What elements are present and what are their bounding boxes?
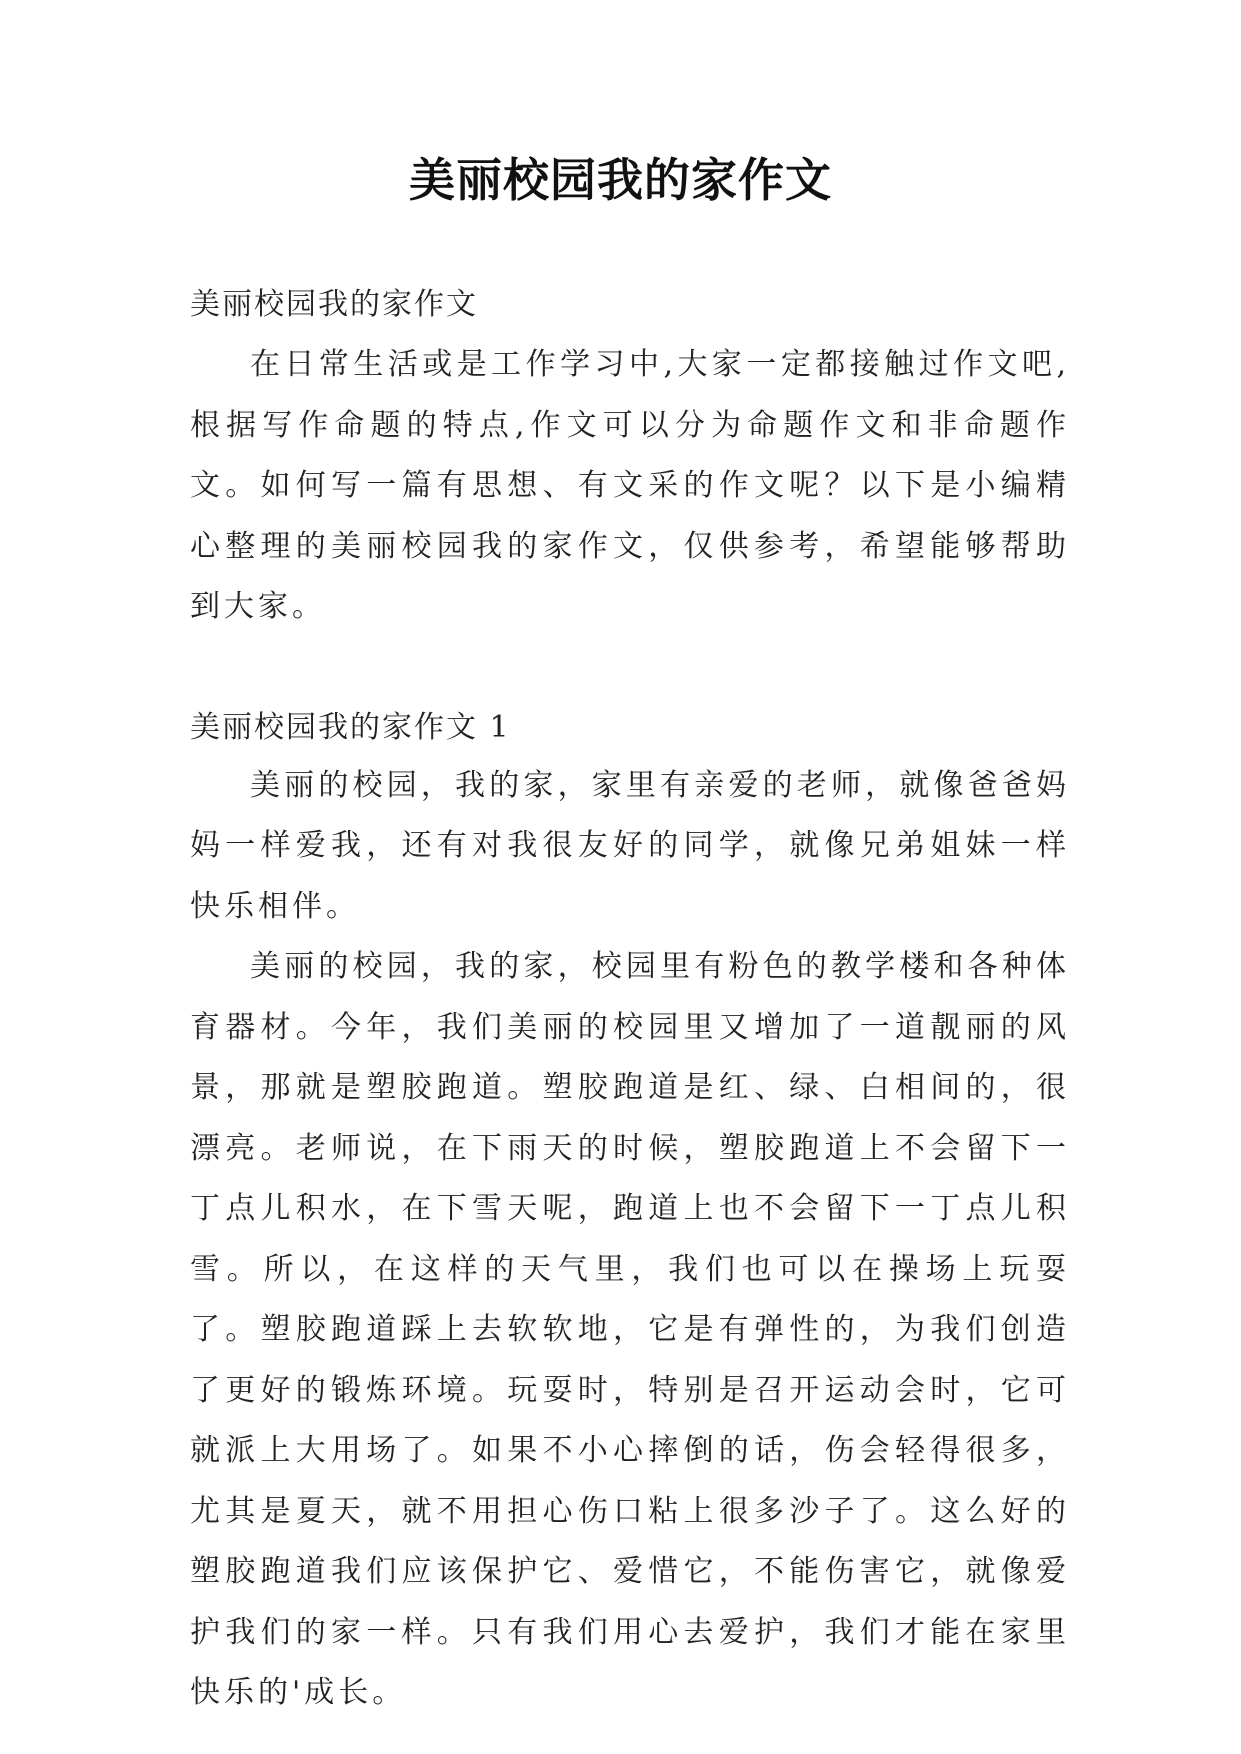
intro-paragraph: 在日常生活或是工作学习中,大家一定都接触过作文吧,根据写作命题的特点,作文可以分为命题作文和非命题作文。如何写一篇有思想、有文采的作文呢？以下是小编精心整理的美丽校园我的家作文，仅供参考，希望能够帮助到大家。 bbox=[190, 347, 1070, 624]
section-paragraph-2: 美丽的校园，我的家，校园里有粉色的教学楼和各种体育器材。今年，我们美丽的校园里又增加了一道靓丽的风景，那就是塑胶跑道。塑胶跑道是红、绿、白相间的，很漂亮。老师说，在下雨天的时候，塑胶跑道上不会留下一丁点儿积水，在下雪天呢，跑道上也不会留下一丁点儿积雪。所以，在这样的天气里，我们也可以在操场上玩耍了。塑胶跑道踩上去软软地，它是有弹性的，为我们创造了更好的锻炼环境。玩耍时，特别是召开运动会时，它可就派上大用场了。如果不小心摔倒的话，伤会轻得很多，尤其是夏天，就不用担心伤口粘上很多沙子了。这么好的塑胶跑道我们应该保护它、爱惜它，不能伤害它，就像爱护我们的家一样。只有我们用心去爱护，我们才能在家里快乐的'成长。 bbox=[190, 949, 1070, 1710]
document-title: 美丽校园我的家作文 bbox=[409, 153, 832, 207]
section-heading: 美丽校园我的家作文 1 bbox=[190, 709, 511, 745]
intro-heading: 美丽校园我的家作文 bbox=[190, 287, 478, 322]
section-paragraph-1: 美丽的校园，我的家，家里有亲爱的老师，就像爸爸妈妈一样爱我，还有对我很友好的同学，就像兄弟姐妹一样快乐相伴。 bbox=[190, 767, 1070, 924]
document-body bbox=[190, 285, 1070, 1724]
